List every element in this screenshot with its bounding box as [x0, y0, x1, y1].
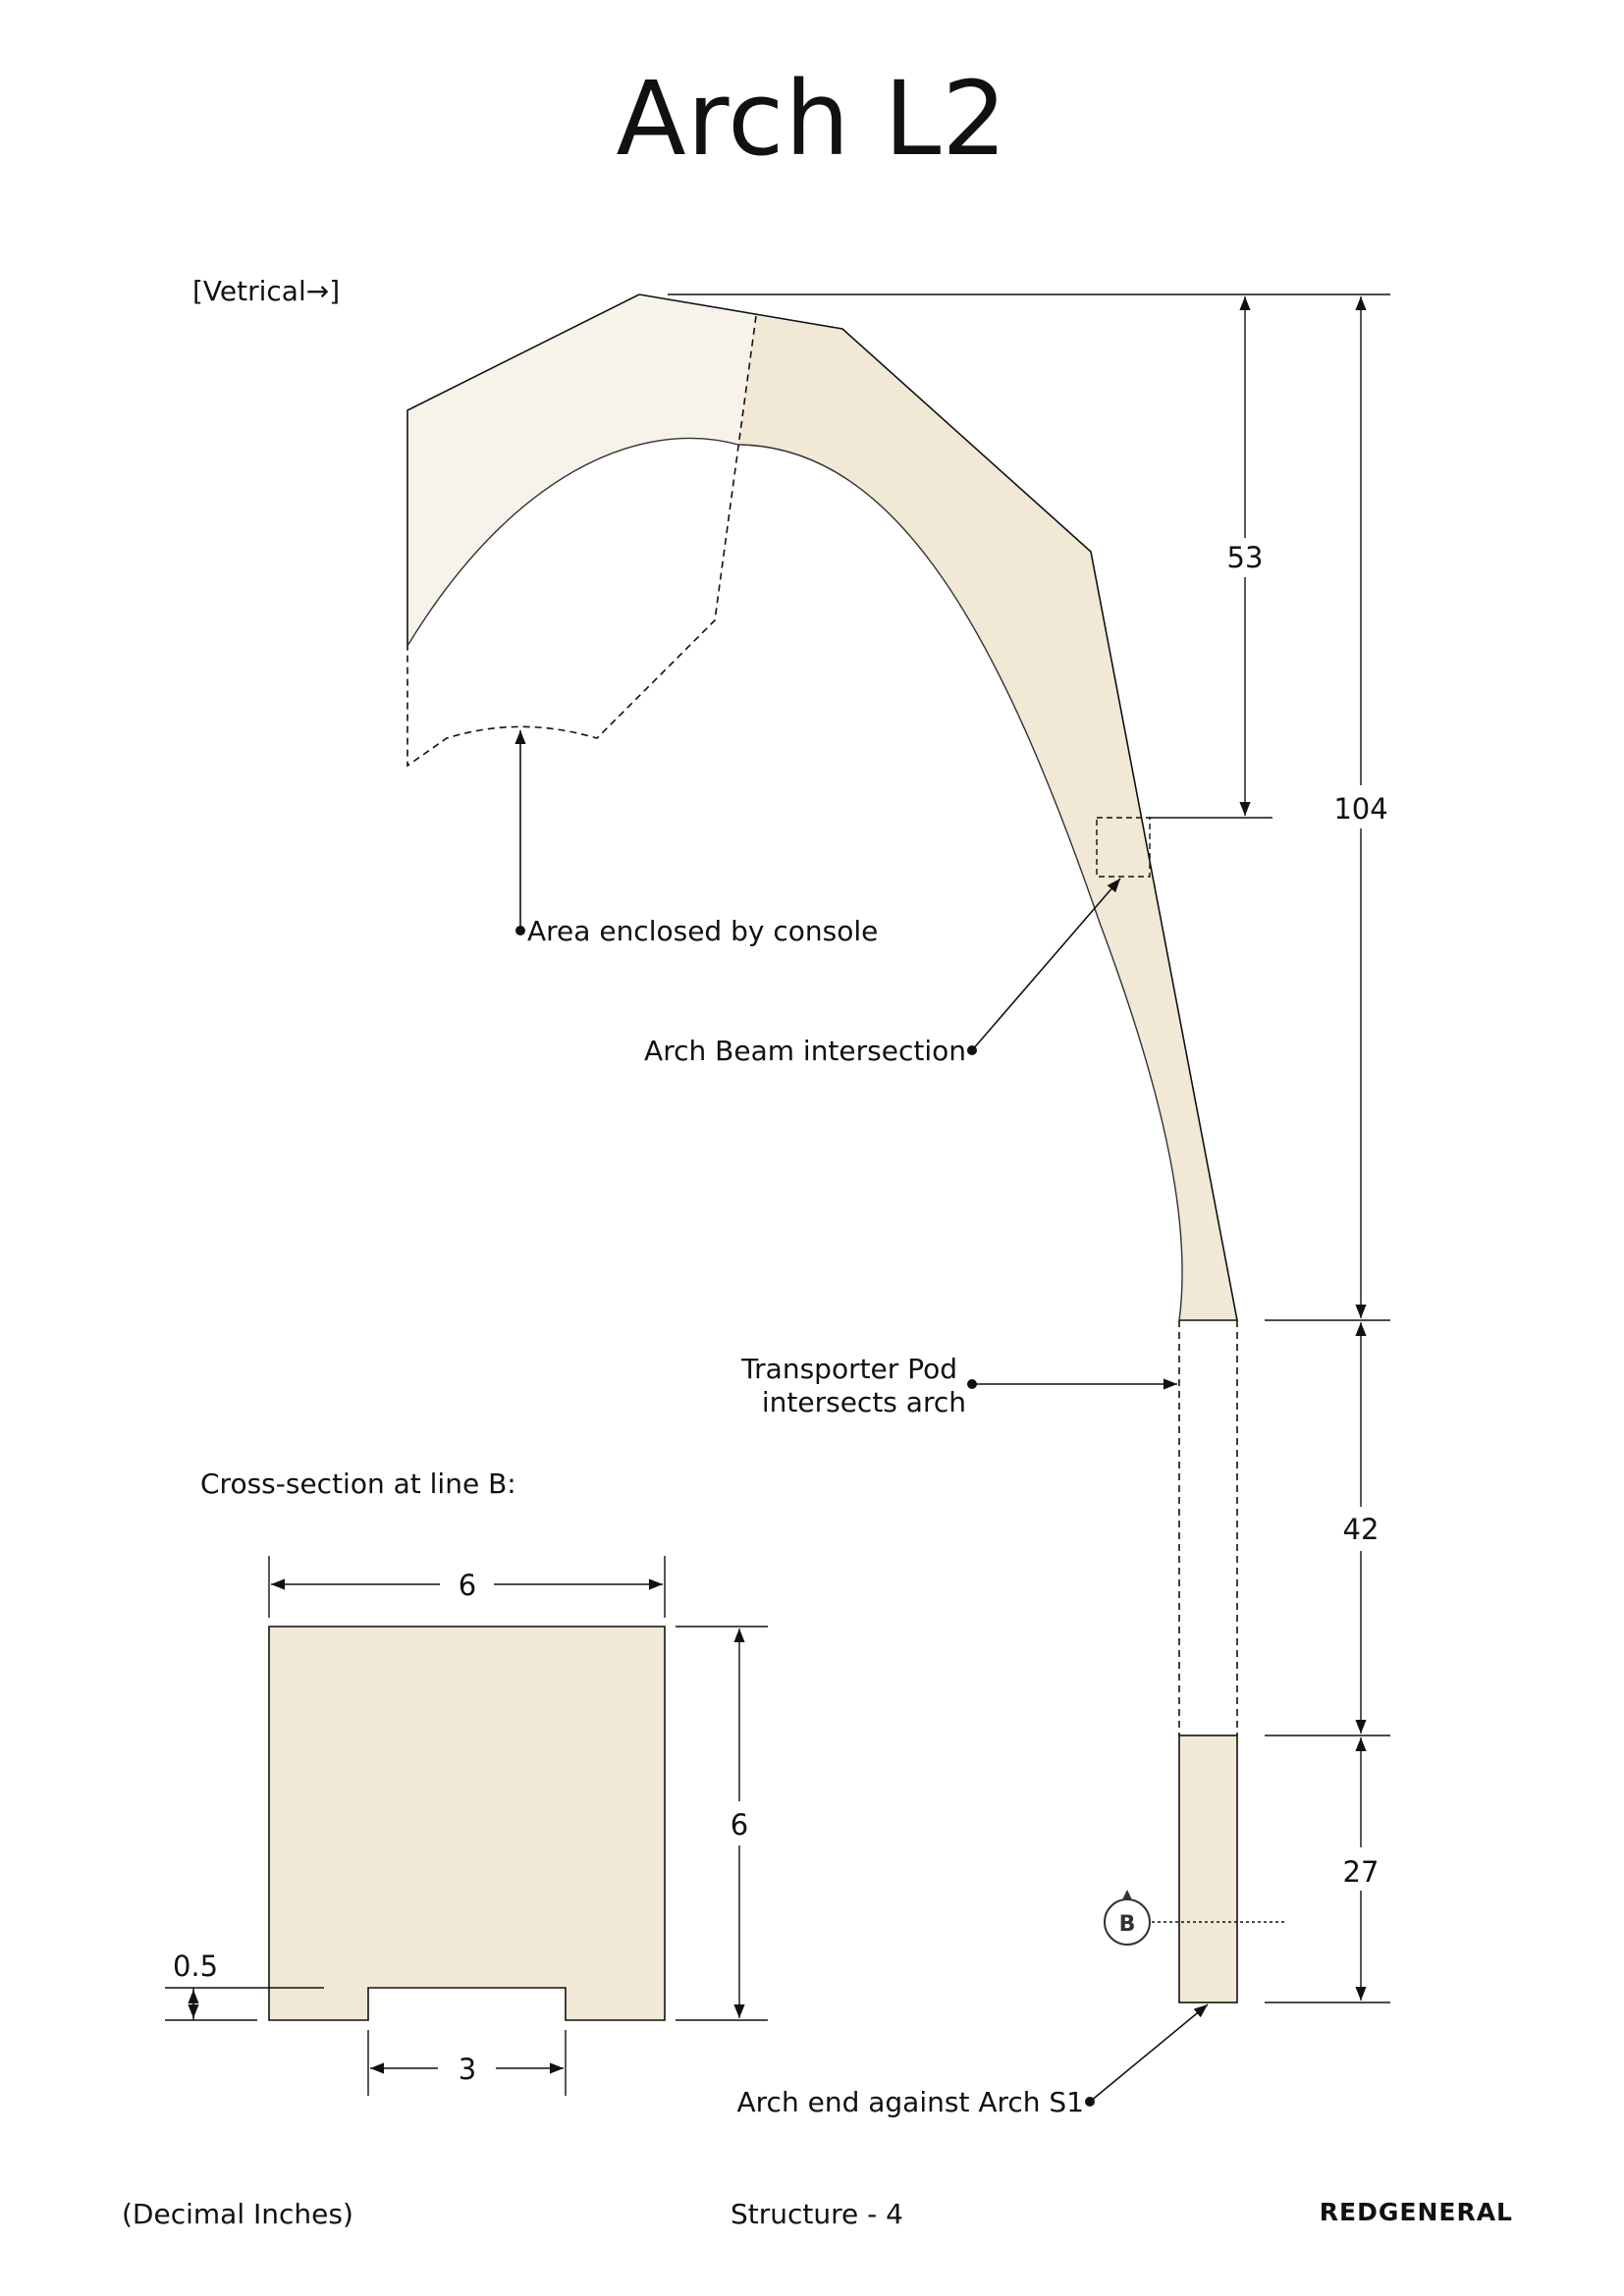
- pod-gap-outline: [1179, 1320, 1237, 1735]
- cross-section-heading: Cross-section at line B:: [200, 1468, 516, 1500]
- callout-pod-label-line2: intersects arch: [761, 1386, 966, 1418]
- callout-arch-end-label: Arch end against Arch S1: [736, 2086, 1084, 2118]
- dimension-42: [1343, 1322, 1380, 1734]
- notch-width-dimension: [370, 2053, 564, 2086]
- notch-depth-dimension: [173, 1949, 218, 2020]
- callout-pod-label-line1: Transporter Pod: [741, 1353, 957, 1385]
- page-title: Arch L2: [616, 59, 1008, 179]
- dimension-104: [1333, 296, 1387, 1318]
- footer-page: Structure - 4: [731, 2198, 903, 2230]
- footer-units: (Decimal Inches): [122, 2198, 353, 2230]
- cross-section-width-dimension: [271, 1569, 663, 1602]
- callout-arch-end: [737, 2004, 1209, 2118]
- dimension-42-label: 42: [1342, 1513, 1380, 1546]
- callout-transporter-pod: [740, 1353, 1177, 1418]
- dimension-27-label: 27: [1342, 1855, 1380, 1889]
- cross-section-height-dimension: [731, 1629, 748, 2018]
- callout-console-area: [515, 730, 878, 947]
- dimension-53-label: 53: [1226, 541, 1264, 574]
- section-marker-letter: B: [1118, 1912, 1136, 1937]
- cross-section-width-label: 6: [458, 1569, 477, 1602]
- notch-width-label: 3: [458, 2053, 477, 2086]
- notch-depth-label: 0.5: [172, 1949, 219, 1983]
- dimension-53: [1227, 296, 1264, 816]
- callout-beam-intersection: [644, 879, 1120, 1067]
- arch-lower-end: [1179, 1735, 1237, 2002]
- footer-brand: REDGENERAL: [1319, 2198, 1513, 2226]
- orientation-label: [Vetrical→]: [192, 275, 341, 307]
- callout-beam-label: Arch Beam intersection: [644, 1035, 966, 1067]
- dimension-27: [1343, 1737, 1380, 2001]
- cross-section-height-label: 6: [730, 1808, 749, 1842]
- cross-section-shape: [269, 1627, 665, 2020]
- callout-console-label: Area enclosed by console: [527, 915, 879, 947]
- dimension-104-label: 104: [1333, 792, 1388, 826]
- console-region: [407, 294, 756, 646]
